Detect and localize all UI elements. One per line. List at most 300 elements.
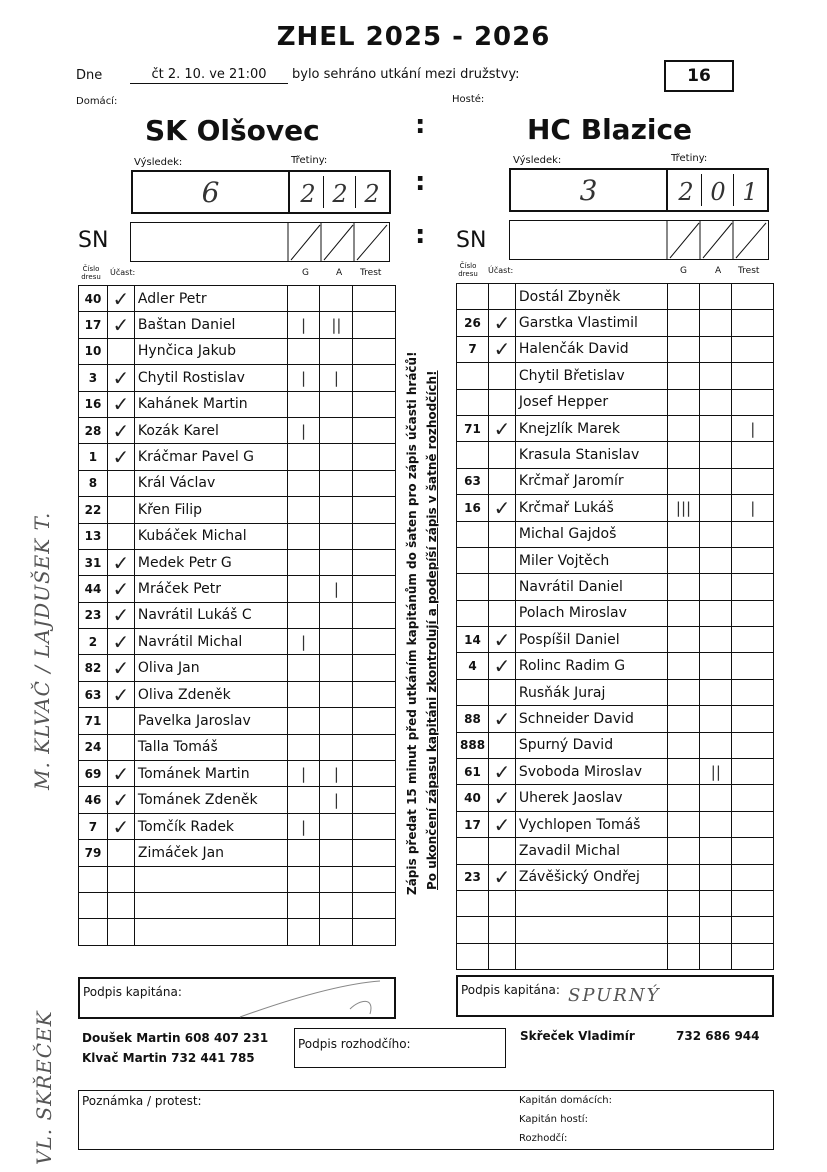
away-player-row: [457, 495, 774, 521]
penalty: [732, 838, 774, 864]
goals: [667, 890, 699, 916]
away-period-3: 1: [742, 178, 758, 206]
attendance-check: [489, 732, 516, 758]
home-period-2: 2: [332, 180, 348, 208]
home-player-row: [79, 813, 396, 839]
assists: [700, 310, 732, 336]
player-name: Spurný David: [515, 732, 667, 758]
away-sn-box: [509, 220, 769, 260]
away-player-row: [457, 574, 774, 600]
assists: [700, 336, 732, 362]
penalty: [732, 785, 774, 811]
away-player-row: [457, 811, 774, 837]
attendance-check: [107, 708, 134, 734]
penalty: [353, 576, 396, 602]
assists: [700, 943, 732, 969]
home-result-label: Výsledek:: [134, 157, 183, 168]
player-number: 23: [457, 864, 489, 890]
player-number: 17: [457, 811, 489, 837]
penalty: [732, 811, 774, 837]
away-captain-sig-label: Podpis kapitána:: [461, 983, 560, 997]
home-col-trest: Trest: [360, 268, 382, 278]
away-player-row: [457, 547, 774, 573]
goals: [287, 919, 320, 945]
player-name: Zavadil Michal: [515, 838, 667, 864]
home-player-row: [79, 734, 396, 760]
away-result-label: Výsledek:: [513, 155, 562, 166]
attendance-check: ✓: [489, 415, 516, 441]
home-player-row: [79, 761, 396, 787]
home-player-row: [79, 602, 396, 628]
attendance-check: [489, 890, 516, 916]
assists: [320, 892, 353, 918]
attendance-check: ✓: [107, 444, 134, 470]
player-number: [457, 838, 489, 864]
home-col-ucast: Účast:: [110, 268, 136, 277]
penalty: [353, 655, 396, 681]
goals: [287, 286, 320, 312]
attendance-check: ✓: [107, 365, 134, 391]
penalty: |: [732, 495, 774, 521]
attendance-check: ✓: [107, 655, 134, 681]
player-number: 71: [457, 415, 489, 441]
penalty: [732, 732, 774, 758]
attendance-check: [489, 547, 516, 573]
goals: [287, 497, 320, 523]
played-text: bylo sehráno utkání mezi družstvy:: [292, 67, 520, 82]
penalty: [353, 787, 396, 813]
player-name: Kubáček Michal: [134, 523, 287, 549]
player-name: Hynčica Jakub: [134, 338, 287, 364]
player-name: Oliva Jan: [134, 655, 287, 681]
penalty: [353, 391, 396, 417]
home-col-g: G: [302, 268, 309, 278]
player-name: Pospíšil Daniel: [515, 627, 667, 653]
ref-label: Rozhodčí:: [519, 1133, 568, 1144]
goals: [287, 444, 320, 470]
player-name: Adler Petr: [134, 286, 287, 312]
assists: [700, 838, 732, 864]
attendance-check: ✓: [107, 681, 134, 707]
penalty: [353, 497, 396, 523]
home-player-row: [79, 497, 396, 523]
goals: [667, 284, 699, 310]
goals: [287, 866, 320, 892]
player-name: Garstka Vlastimil: [515, 310, 667, 336]
home-player-row: [79, 391, 396, 417]
assists: [700, 679, 732, 705]
goals: [667, 943, 699, 969]
home-player-row: [79, 286, 396, 312]
attendance-check: ✓: [489, 785, 516, 811]
penalty: [732, 864, 774, 890]
away-player-row: [457, 521, 774, 547]
away-player-row: [457, 415, 774, 441]
home-player-row: [79, 919, 396, 945]
attendance-check: ✓: [489, 310, 516, 336]
home-periods-label: Třetiny:: [291, 155, 328, 166]
player-name: Baštan Daniel: [134, 312, 287, 338]
penalty: [732, 574, 774, 600]
timekeeper-name: Skřeček Vladimír: [520, 1029, 635, 1043]
away-period-2: 0: [710, 178, 726, 206]
colon-1: :: [415, 110, 426, 140]
attendance-check: [489, 917, 516, 943]
away-col-number: Číslo dresu: [458, 262, 478, 278]
home-player-row: [79, 338, 396, 364]
player-name: Dostál Zbyněk: [515, 284, 667, 310]
penalty: [732, 890, 774, 916]
assists: |: [320, 761, 353, 787]
attendance-check: [489, 574, 516, 600]
player-name: Kozák Karel: [134, 417, 287, 443]
assists: [320, 866, 353, 892]
penalty: [732, 706, 774, 732]
assists: [320, 417, 353, 443]
home-player-row: [79, 417, 396, 443]
attendance-check: [489, 600, 516, 626]
penalty: [353, 866, 396, 892]
player-name: Tomčík Radek: [134, 813, 287, 839]
player-number: 16: [457, 495, 489, 521]
attendance-check: [489, 284, 516, 310]
player-name: Závěšický Ondřej: [515, 864, 667, 890]
assists: [320, 497, 353, 523]
assists: [320, 919, 353, 945]
player-number: 7: [457, 336, 489, 362]
player-number: 24: [79, 734, 108, 760]
player-name: Krčmař Lukáš: [515, 495, 667, 521]
assists: [700, 890, 732, 916]
goals: [667, 917, 699, 943]
player-number: [457, 917, 489, 943]
away-player-row: [457, 310, 774, 336]
home-player-row: [79, 365, 396, 391]
goals: [667, 838, 699, 864]
player-name: Oliva Zdeněk: [134, 681, 287, 707]
attendance-check: ✓: [489, 864, 516, 890]
player-name: Vychlopen Tomáš: [515, 811, 667, 837]
player-name: [134, 866, 287, 892]
attendance-check: ✓: [107, 813, 134, 839]
goals: [287, 338, 320, 364]
penalty: [353, 919, 396, 945]
penalty: [732, 284, 774, 310]
player-number: [79, 866, 108, 892]
home-label: Domácí:: [76, 96, 118, 107]
match-number: 16: [664, 60, 734, 92]
player-number: 44: [79, 576, 108, 602]
away-player-row: [457, 442, 774, 468]
home-sn-slashes: [131, 223, 389, 261]
goals: |: [287, 629, 320, 655]
player-number: 22: [79, 497, 108, 523]
player-name: Tománek Zdeněk: [134, 787, 287, 813]
assists: [700, 706, 732, 732]
player-number: [457, 389, 489, 415]
player-name: Chytil Rostislav: [134, 365, 287, 391]
assists: [320, 840, 353, 866]
attendance-check: ✓: [107, 761, 134, 787]
player-name: Knejzlík Marek: [515, 415, 667, 441]
assists: [700, 389, 732, 415]
assists: [700, 917, 732, 943]
match-date: čt 2. 10. ve 21:00: [130, 67, 288, 84]
attendance-check: [489, 442, 516, 468]
attendance-check: [107, 919, 134, 945]
assists: [700, 284, 732, 310]
player-number: 8: [79, 470, 108, 496]
away-player-row: [457, 943, 774, 969]
player-name: Zimáček Jan: [134, 840, 287, 866]
home-player-row: [79, 629, 396, 655]
player-number: 40: [457, 785, 489, 811]
goals: [667, 442, 699, 468]
player-name: Miler Vojtěch: [515, 547, 667, 573]
attendance-check: ✓: [489, 336, 516, 362]
assists: [700, 811, 732, 837]
assists: [320, 681, 353, 707]
away-player-row: [457, 336, 774, 362]
attendance-check: [107, 840, 134, 866]
home-sn-label: SN: [78, 228, 109, 253]
home-score: 6: [201, 176, 220, 209]
assists: |: [320, 365, 353, 391]
player-number: [457, 363, 489, 389]
player-number: [79, 892, 108, 918]
player-number: 31: [79, 549, 108, 575]
player-number: 16: [79, 391, 108, 417]
goals: [287, 549, 320, 575]
timekeeper-phone: 732 686 944: [676, 1029, 760, 1043]
player-number: 26: [457, 310, 489, 336]
goals: [667, 547, 699, 573]
player-name: Krasula Stanislav: [515, 442, 667, 468]
assists: [320, 549, 353, 575]
player-name: Pavelka Jaroslav: [134, 708, 287, 734]
home-player-row: [79, 787, 396, 813]
player-number: 4: [457, 653, 489, 679]
away-player-row: [457, 627, 774, 653]
home-player-row: [79, 549, 396, 575]
assists: [320, 734, 353, 760]
home-player-row: [79, 655, 396, 681]
penalty: [353, 470, 396, 496]
assists: [700, 521, 732, 547]
player-name: Navrátil Michal: [134, 629, 287, 655]
goals: [667, 627, 699, 653]
away-col-trest: Trest: [738, 266, 760, 276]
penalty: [732, 363, 774, 389]
goals: [667, 574, 699, 600]
player-name: Josef Hepper: [515, 389, 667, 415]
page-title: ZHEL 2025 - 2026: [276, 22, 551, 52]
attendance-check: ✓: [107, 787, 134, 813]
player-number: 79: [79, 840, 108, 866]
penalty: [732, 442, 774, 468]
player-name: Mráček Petr: [134, 576, 287, 602]
goals: |||: [667, 495, 699, 521]
away-col-ucast: Účast:: [488, 266, 514, 275]
goals: [667, 389, 699, 415]
player-name: Rusňák Juraj: [515, 679, 667, 705]
goals: [287, 892, 320, 918]
assists: [700, 627, 732, 653]
note-box: [78, 1090, 774, 1150]
assists: [320, 286, 353, 312]
home-player-row: [79, 470, 396, 496]
player-number: 88: [457, 706, 489, 732]
penalty: [353, 523, 396, 549]
home-captain-signature: [230, 979, 430, 1019]
player-number: 23: [79, 602, 108, 628]
player-number: 28: [79, 417, 108, 443]
attendance-check: ✓: [489, 811, 516, 837]
goals: |: [287, 813, 320, 839]
player-number: 69: [79, 761, 108, 787]
player-number: [457, 679, 489, 705]
penalty: [353, 892, 396, 918]
attendance-check: ✓: [107, 286, 134, 312]
player-number: 3: [79, 365, 108, 391]
attendance-check: [489, 838, 516, 864]
attendance-check: [489, 521, 516, 547]
penalty: [732, 336, 774, 362]
player-name: Král Václav: [134, 470, 287, 496]
player-number: [457, 600, 489, 626]
attendance-check: ✓: [489, 495, 516, 521]
player-name: Medek Petr G: [134, 549, 287, 575]
assists: ||: [320, 312, 353, 338]
goals: [667, 759, 699, 785]
penalty: [732, 653, 774, 679]
assists: [320, 444, 353, 470]
goals: [667, 732, 699, 758]
away-captain-sig-box: [456, 975, 774, 1017]
player-number: 63: [457, 468, 489, 494]
attendance-check: [489, 468, 516, 494]
assists: [320, 629, 353, 655]
home-player-row: [79, 523, 396, 549]
goals: [667, 310, 699, 336]
goals: [287, 681, 320, 707]
attendance-check: ✓: [489, 759, 516, 785]
goals: [287, 840, 320, 866]
attendance-check: ✓: [489, 653, 516, 679]
away-player-row: [457, 363, 774, 389]
goals: |: [287, 312, 320, 338]
penalty: [732, 468, 774, 494]
goals: [287, 470, 320, 496]
penalty: [353, 629, 396, 655]
player-number: [457, 521, 489, 547]
home-period-1: 2: [300, 180, 316, 208]
away-period-1: 2: [678, 178, 694, 206]
player-name: Svoboda Miroslav: [515, 759, 667, 785]
away-player-row: [457, 706, 774, 732]
attendance-check: [107, 892, 134, 918]
away-score: 3: [579, 174, 598, 207]
player-name: Rolinc Radim G: [515, 653, 667, 679]
goals: [667, 468, 699, 494]
home-col-number: Číslo dresu: [81, 265, 101, 281]
assists: [700, 600, 732, 626]
player-name: [134, 892, 287, 918]
home-period-3: 2: [364, 180, 380, 208]
penalty: [353, 708, 396, 734]
away-col-a: A: [715, 266, 722, 276]
home-player-row: [79, 866, 396, 892]
away-player-row: [457, 838, 774, 864]
away-sn-slashes: [510, 221, 768, 259]
attendance-check: ✓: [107, 417, 134, 443]
penalty: [353, 549, 396, 575]
goals: [667, 336, 699, 362]
goals: [287, 655, 320, 681]
note-label: Poznámka / protest:: [82, 1094, 202, 1108]
home-captain-sig-box: [78, 977, 396, 1019]
penalty: [353, 286, 396, 312]
goals: [667, 653, 699, 679]
away-player-row: [457, 679, 774, 705]
home-player-row: [79, 892, 396, 918]
player-number: 7: [79, 813, 108, 839]
penalty: [732, 600, 774, 626]
player-name: [515, 890, 667, 916]
penalty: [732, 627, 774, 653]
player-number: 2: [79, 629, 108, 655]
goals: [667, 521, 699, 547]
away-col-g: G: [680, 266, 687, 276]
attendance-check: [489, 943, 516, 969]
player-name: [515, 917, 667, 943]
penalty: |: [732, 415, 774, 441]
penalty: [353, 734, 396, 760]
referee-sig-label: Podpis rozhodčího:: [298, 1037, 411, 1051]
player-name: Navrátil Daniel: [515, 574, 667, 600]
goals: |: [287, 761, 320, 787]
assists: [700, 415, 732, 441]
away-player-row: [457, 759, 774, 785]
assists: [320, 338, 353, 364]
assists: [320, 655, 353, 681]
player-number: [457, 574, 489, 600]
attendance-check: ✓: [107, 391, 134, 417]
assists: [700, 785, 732, 811]
player-name: Kahánek Martin: [134, 391, 287, 417]
player-name: Halenčák David: [515, 336, 667, 362]
home-player-row: [79, 444, 396, 470]
goals: [287, 734, 320, 760]
goals: [667, 811, 699, 837]
player-number: 82: [79, 655, 108, 681]
assists: [700, 442, 732, 468]
colon-2: :: [415, 167, 426, 197]
dne-label: Dne: [76, 68, 103, 83]
attendance-check: ✓: [107, 549, 134, 575]
handwritten-referees: M. KLVAČ / LAJDUŠEK T.: [30, 511, 54, 790]
assists: [700, 495, 732, 521]
player-number: 63: [79, 681, 108, 707]
goals: [667, 864, 699, 890]
assists: [700, 653, 732, 679]
penalty: [353, 761, 396, 787]
player-name: Polach Miroslav: [515, 600, 667, 626]
referee-2: Klvač Martin 732 441 785: [82, 1051, 255, 1065]
away-label: Hosté:: [452, 94, 485, 105]
goals: [287, 391, 320, 417]
attendance-check: [489, 679, 516, 705]
